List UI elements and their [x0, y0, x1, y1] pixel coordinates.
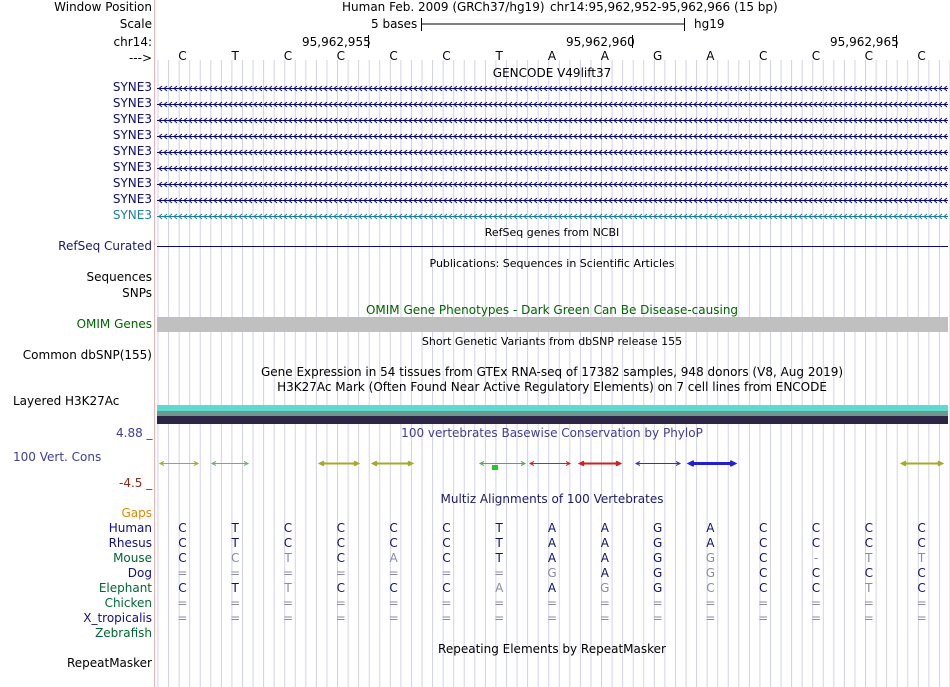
sequence-base: C: [758, 49, 768, 63]
gene-model[interactable]: [157, 150, 948, 155]
alignment-base: G: [652, 581, 663, 595]
alignment-base: C: [864, 521, 873, 535]
alignment-base: A: [600, 566, 609, 580]
alignment-base: G: [547, 566, 557, 580]
h3k27ac-layer-teal: [157, 411, 948, 416]
alignment-base: G: [652, 521, 663, 535]
gene-model[interactable]: [157, 214, 948, 219]
assembly-title: Human Feb. 2009 (GRCh37/hg19): [342, 0, 545, 14]
window-position-label: Window Position: [54, 0, 152, 14]
alignment-base: C: [336, 536, 345, 550]
gene-model[interactable]: [157, 166, 948, 171]
sequence-base: C: [336, 49, 345, 63]
publications-title[interactable]: Publications: Sequences in Scientific Articles: [429, 257, 675, 270]
species-label[interactable]: Zebrafish: [95, 626, 152, 640]
dbsnp-label[interactable]: Common dbSNP(155): [22, 348, 152, 362]
gene-model[interactable]: [157, 118, 948, 123]
alignment-base: C: [230, 551, 240, 565]
alignment-base: C: [389, 521, 398, 535]
phylop-mark: [320, 462, 358, 466]
alignment-base: C: [758, 521, 768, 535]
multiz-title[interactable]: Multiz Alignments of 100 Vertebrates: [440, 492, 664, 506]
alignment-base: C: [283, 521, 293, 535]
gencode-gene-label[interactable]: SYNE3: [112, 80, 152, 94]
refseq-label[interactable]: RefSeq Curated: [58, 239, 152, 253]
alignment-base: =: [388, 566, 399, 580]
alignment-base: C: [864, 536, 873, 550]
alignment-base: C: [178, 581, 187, 595]
alignment-base: C: [758, 551, 768, 565]
phylop-mark: [530, 462, 570, 466]
h3k27ac-layer-dark: [157, 416, 948, 424]
species-label[interactable]: X_tropicalis: [83, 611, 152, 625]
h3k27ac-layer-cyan: [157, 405, 948, 411]
phylop-mark: [373, 462, 412, 466]
alignment-base: C: [811, 566, 821, 580]
alignment-base: A: [600, 521, 609, 535]
alignment-base: =: [177, 566, 188, 580]
alignment-base: =: [758, 596, 769, 610]
alignment-base: A: [600, 536, 609, 550]
species-label[interactable]: Mouse: [113, 551, 152, 565]
h3k27ac-title[interactable]: H3K27Ac Mark (Often Found Near Active Regulatory Elements) on 7 cell lines from ENCODE: [277, 380, 827, 394]
alignment-base: C: [864, 566, 873, 580]
alignment-base: C: [178, 551, 187, 565]
gene-model[interactable]: [157, 86, 948, 91]
alignment-base: =: [494, 566, 505, 580]
alignment-base: C: [758, 566, 768, 580]
sequence-base: A: [547, 49, 557, 63]
alignment-base: =: [441, 566, 452, 580]
alignment-base: =: [441, 596, 452, 610]
sequence-base: T: [495, 49, 503, 63]
alignment-base: =: [441, 611, 452, 625]
alignment-base: =: [652, 596, 663, 610]
gencode-title[interactable]: GENCODE V49lift37: [492, 66, 612, 80]
gencode-gene-label[interactable]: SYNE3: [112, 208, 152, 222]
alignment-base: =: [177, 611, 188, 625]
omim-label[interactable]: OMIM Genes: [76, 317, 152, 331]
alignment-base: C: [336, 581, 345, 595]
sequence-base: A: [706, 49, 715, 63]
alignment-base: A: [495, 581, 504, 595]
gene-model[interactable]: [157, 102, 948, 107]
sequence-base: T: [231, 49, 239, 63]
phylop-mark: [636, 462, 680, 466]
ruler-tick-label: 95,962,965: [830, 35, 899, 49]
alignment-base: =: [230, 566, 241, 580]
alignment-base: =: [335, 566, 346, 580]
alignment-base: =: [388, 596, 399, 610]
sequence-base: C: [864, 49, 873, 63]
gencode-gene-label[interactable]: SYNE3: [112, 112, 152, 126]
phylop-signal: [160, 462, 942, 471]
alignment-base: =: [388, 611, 399, 625]
species-label[interactable]: Chicken: [104, 596, 152, 610]
alignment-base: C: [442, 521, 451, 535]
gencode-gene-label[interactable]: SYNE3: [112, 176, 152, 190]
h3k27ac-label[interactable]: Layered H3K27Ac: [13, 394, 120, 408]
snps-label[interactable]: SNPs: [122, 286, 152, 300]
db-text: hg19: [694, 17, 725, 31]
alignment-base: G: [600, 581, 610, 595]
species-label[interactable]: Rhesus: [108, 536, 152, 550]
dbsnp-title[interactable]: Short Genetic Variants from dbSNP release 155: [421, 335, 683, 348]
sequence-base: A: [600, 49, 609, 63]
phylop-max-label: 4.88 _: [116, 426, 153, 440]
alignment-base: =: [916, 596, 927, 610]
position-text: chr14:95,962,952-95,962,966 (15 bp): [550, 0, 778, 14]
alignment-base: =: [863, 596, 874, 610]
sequence-base: C: [283, 49, 293, 63]
phylop-mark: [492, 465, 498, 470]
alignment-base: C: [442, 551, 451, 565]
alignment-base: T: [917, 551, 926, 565]
alignment-base: =: [758, 611, 769, 625]
repeatmasker-title[interactable]: Repeating Elements by RepeatMasker: [438, 642, 666, 656]
alignment-base: C: [442, 581, 451, 595]
gene-model[interactable]: [157, 198, 948, 203]
alignment-base: C: [917, 536, 926, 550]
alignment-base: T: [284, 551, 292, 565]
alignment-base: G: [652, 551, 663, 565]
sequence-base: C: [389, 49, 398, 63]
alignment-base: C: [758, 536, 768, 550]
alignment-base: A: [547, 551, 557, 565]
alignment-base: =: [546, 611, 558, 625]
alignment-base: A: [547, 581, 557, 595]
alignment-base: C: [178, 521, 187, 535]
alignment-base: =: [282, 611, 294, 625]
phylop-mark: [580, 462, 620, 466]
gencode-gene-label[interactable]: SYNE3: [112, 160, 152, 174]
alignment-base: C: [758, 581, 768, 595]
alignment-base: G: [652, 566, 663, 580]
alignment-base: =: [230, 611, 241, 625]
alignment-base: G: [652, 536, 663, 550]
ruler-tick-label: 95,962,955: [302, 35, 371, 49]
sequence-base: G: [652, 49, 663, 63]
alignment-base: =: [810, 611, 822, 625]
alignment-base: C: [389, 536, 398, 550]
alignment-base: =: [177, 596, 188, 610]
sequence-base: C: [178, 49, 187, 63]
ruler-tick-label: 95,962,960: [566, 35, 635, 49]
strand-label: --->: [128, 51, 152, 65]
gencode-gene-label[interactable]: SYNE3: [112, 192, 152, 206]
phylop-min-label: -4.5 _: [119, 476, 153, 490]
alignment-base: =: [494, 596, 505, 610]
alignment-base: G: [705, 566, 716, 580]
alignment-base: C: [178, 536, 187, 550]
phylop-mark: [902, 462, 942, 466]
gtex-title[interactable]: Gene Expression in 54 tissues from GTEx RNA-seq of 17382 samples, 948 donors (V8, Aug 2019): [260, 365, 844, 379]
gene-model[interactable]: [157, 134, 948, 139]
species-label[interactable]: Dog: [127, 566, 152, 580]
alignment-base: C: [336, 521, 345, 535]
phylop-mark: [690, 462, 734, 466]
alignment-base: C: [336, 551, 345, 565]
alignment-base: A: [706, 536, 715, 550]
phylop-mark: [160, 462, 198, 466]
alignment-base: =: [705, 611, 716, 625]
alignment-base: =: [916, 611, 927, 625]
species-label[interactable]: Human: [108, 521, 152, 535]
phylop-mark: [212, 462, 248, 466]
sequence-base: C: [442, 49, 451, 63]
alignment-base: T: [865, 581, 873, 595]
alignment-base: T: [495, 536, 503, 550]
alignment-base: C: [706, 581, 715, 595]
phylop-mark: [480, 462, 525, 466]
gene-model[interactable]: [157, 182, 948, 187]
sequence-base: C: [811, 49, 821, 63]
alignment-base: =: [863, 611, 874, 625]
alignment-base: =: [282, 596, 294, 610]
alignment-base: C: [283, 536, 293, 550]
alignment-base: C: [811, 536, 821, 550]
alignment-base: A: [389, 551, 398, 565]
publications-label[interactable]: Sequences: [86, 270, 152, 284]
alignment-base: A: [547, 521, 557, 535]
sequence-base: C: [917, 49, 926, 63]
repeatmasker-label[interactable]: RepeatMasker: [66, 656, 152, 670]
gencode-gene-label[interactable]: SYNE3: [112, 96, 152, 110]
alignment-base: T: [231, 521, 239, 535]
alignment-base: =: [599, 611, 610, 625]
alignment-base: T: [284, 581, 292, 595]
scale-text: 5 bases: [371, 17, 418, 31]
alignment-base: -: [813, 551, 819, 565]
refseq-title[interactable]: RefSeq genes from NCBI: [484, 226, 620, 239]
alignment-base: T: [231, 581, 239, 595]
alignment-base: =: [546, 596, 558, 610]
alignment-base: T: [231, 536, 239, 550]
alignment-base: =: [335, 611, 346, 625]
gencode-gene-label[interactable]: SYNE3: [112, 128, 152, 142]
gaps-label[interactable]: Gaps: [121, 506, 152, 520]
alignment-base: C: [917, 566, 926, 580]
alignment-base: =: [705, 596, 716, 610]
scale-label: Scale: [119, 17, 152, 31]
alignment-base: C: [442, 536, 451, 550]
alignment-base: C: [917, 521, 926, 535]
phylop-label[interactable]: 100 Vert. Cons: [13, 450, 102, 464]
alignment-base: =: [230, 596, 241, 610]
species-label[interactable]: Elephant: [98, 581, 152, 595]
omim-gene-bar[interactable]: [157, 317, 948, 332]
alignment-base: A: [547, 536, 557, 550]
alignment-base: T: [865, 551, 873, 565]
alignment-base: A: [706, 521, 715, 535]
chrom-label: chr14:: [113, 35, 152, 49]
alignment-base: T: [495, 521, 503, 535]
alignment-base: A: [600, 551, 609, 565]
alignment-base: T: [495, 551, 503, 565]
omim-title[interactable]: OMIM Gene Phenotypes - Dark Green Can Be Disease-causing: [365, 303, 739, 317]
alignment-base: C: [389, 581, 398, 595]
alignment-base: =: [599, 596, 610, 610]
alignment-base: G: [705, 551, 716, 565]
alignment-base: =: [652, 611, 663, 625]
alignment-base: =: [335, 596, 346, 610]
alignment-base: C: [811, 521, 821, 535]
phylop-title[interactable]: 100 vertebrates Basewise Conservation by PhyloP: [401, 426, 703, 440]
alignment-base: =: [494, 611, 505, 625]
gencode-gene-label[interactable]: SYNE3: [112, 144, 152, 158]
alignment-base: =: [810, 596, 822, 610]
alignment-base: C: [811, 581, 821, 595]
alignment-base: C: [917, 581, 926, 595]
alignment-base: =: [282, 566, 294, 580]
